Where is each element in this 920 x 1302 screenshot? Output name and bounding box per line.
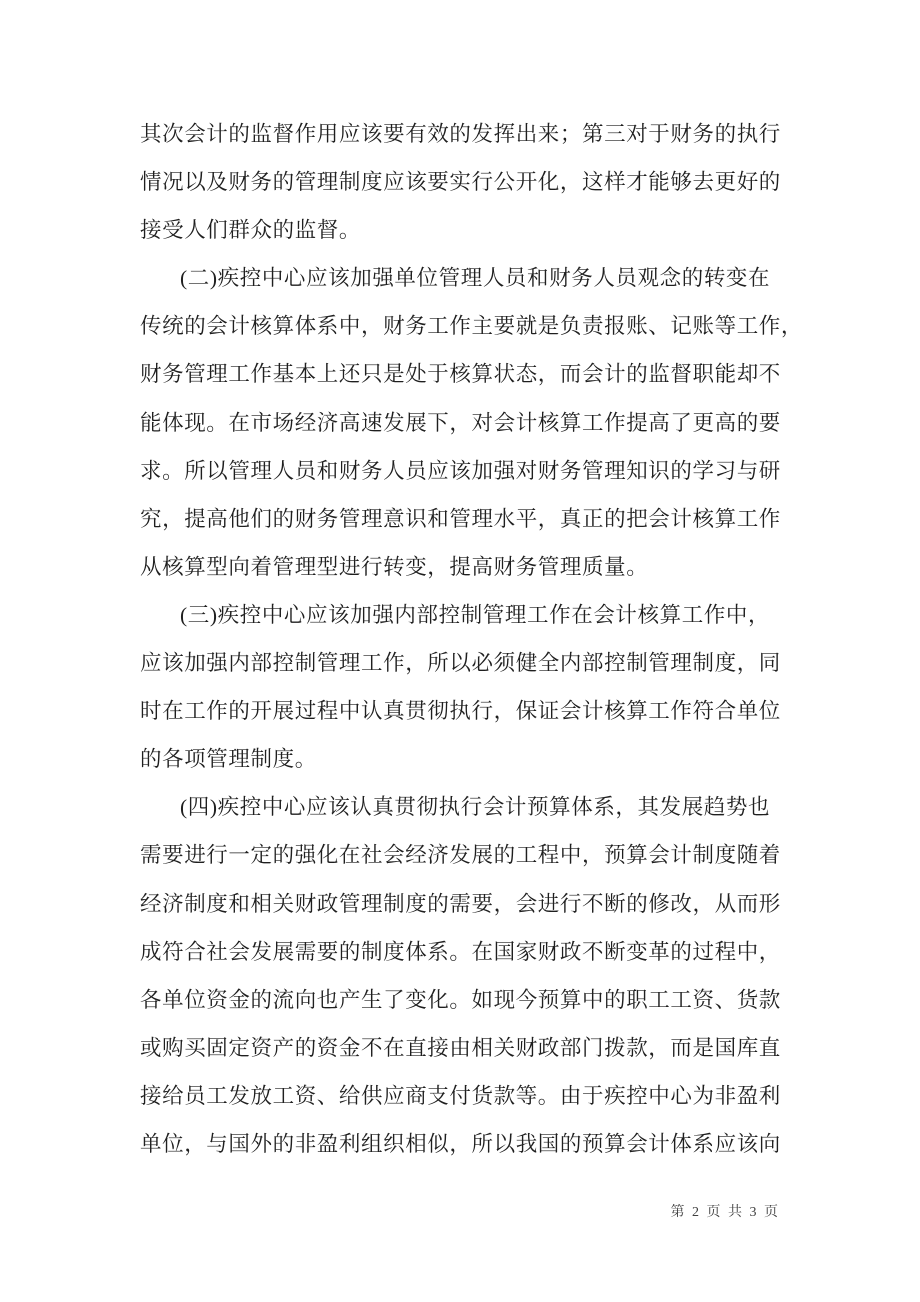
text-line: 单位，与国外的非盈利组织相似，所以我国的预算会计体系应该向 bbox=[140, 1131, 781, 1156]
document-body bbox=[140, 110, 804, 1168]
text-line: (四)疾控中心应该认真贯彻执行会计预算体系，其发展趋势也 bbox=[180, 795, 771, 820]
text-line: 需要进行一定的强化在社会经济发展的工程中，预算会计制度随着 bbox=[140, 843, 781, 868]
text-line: 各单位资金的流向也产生了变化。如现今预算中的职工工资、货款 bbox=[140, 987, 781, 1012]
text-line: 从核算型向着管理型进行转变，提高财务管理质量。 bbox=[140, 554, 649, 579]
text-line: 情况以及财务的管理制度应该要实行公开化，这样才能够去更好的 bbox=[140, 170, 781, 195]
text-line: 或购买固定资产的资金不在直接由相关财政部门拨款，而是国库直 bbox=[140, 1035, 781, 1060]
text-line: 接给员工发放工资、给供应商支付货款等。由于疾控中心为非盈利 bbox=[140, 1083, 781, 1108]
text-line: 时在工作的开展过程中认真贯彻执行，保证会计核算工作符合单位 bbox=[140, 699, 781, 724]
text-line: 其次会计的监督作用应该要有效的发挥出来；第三对于财务的执行 bbox=[140, 122, 781, 146]
text-line: 的各项管理制度。 bbox=[140, 747, 317, 772]
text-line: 求。所以管理人员和财务人员应该加强对财务管理知识的学习与研 bbox=[140, 458, 781, 483]
page-number: 第 2 页 共 3 页 bbox=[670, 1205, 780, 1220]
text-line: 接受人们群众的监督。 bbox=[140, 218, 362, 243]
text-line: 究，提高他们的财务管理意识和管理水平，真正的把会计核算工作 bbox=[140, 506, 781, 531]
text-line: 传统的会计核算体系中，财务工作主要就是负责报账、记账等工作， bbox=[140, 314, 804, 339]
text-line: (二)疾控中心应该加强单位管理人员和财务人员观念的转变在 bbox=[180, 266, 771, 291]
text-line: 财务管理工作基本上还只是处于核算状态，而会计的监督职能却不 bbox=[140, 362, 781, 387]
text-line: 应该加强内部控制管理工作，所以必须健全内部控制管理制度，同 bbox=[140, 651, 781, 676]
text-line: (三)疾控中心应该加强内部控制管理工作在会计核算工作中， bbox=[180, 602, 771, 627]
text-line: 成符合社会发展需要的制度体系。在国家财政不断变革的过程中， bbox=[140, 939, 781, 964]
text-line: 能体现。在市场经济高速发展下，对会计核算工作提高了更高的要 bbox=[140, 410, 781, 435]
text-line: 经济制度和相关财政管理制度的需要，会进行不断的修改，从而形 bbox=[140, 891, 781, 916]
